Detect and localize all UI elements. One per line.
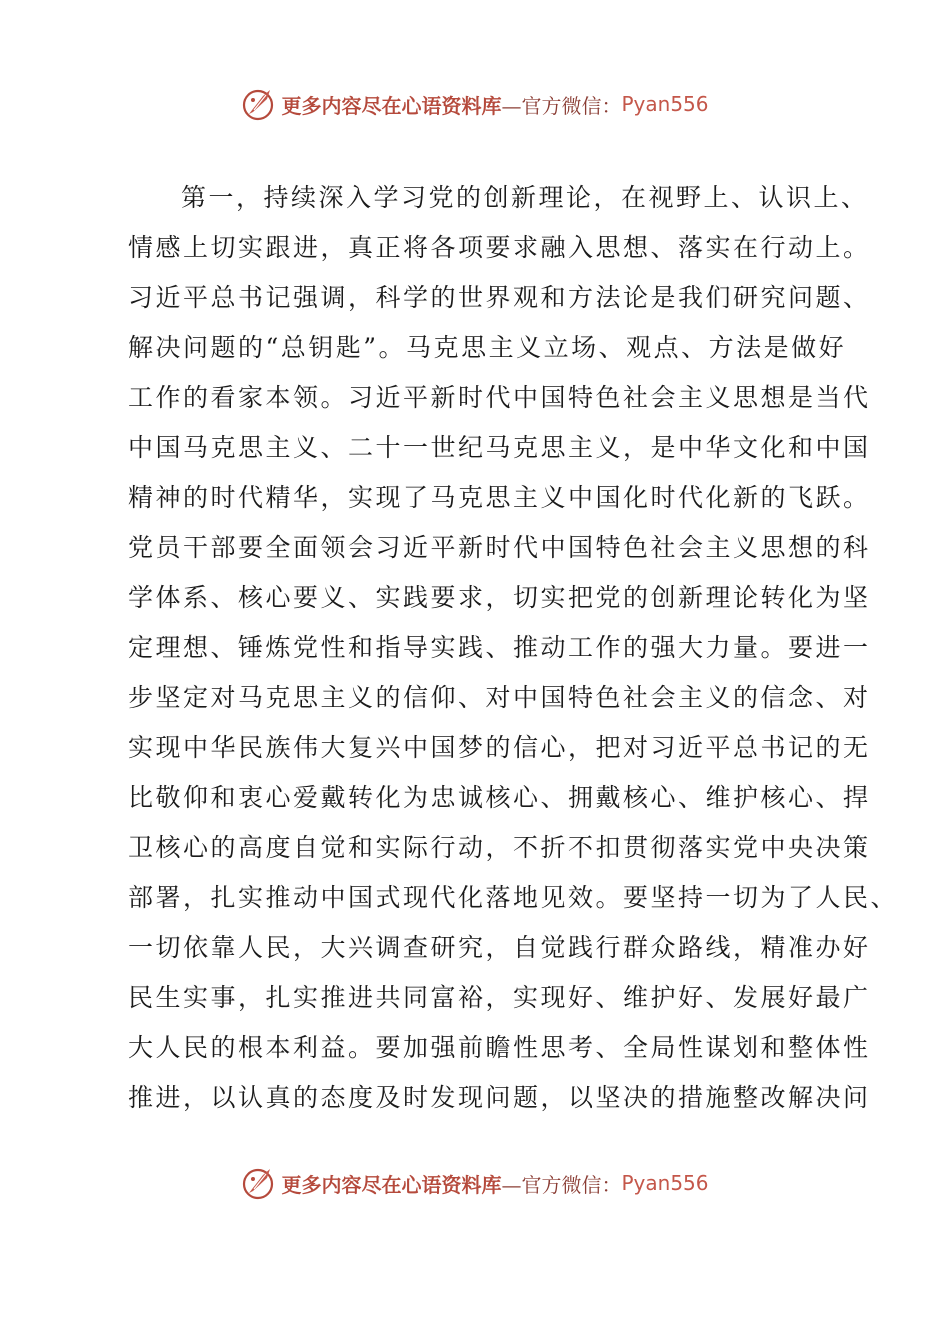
text-line: 实现中华民族伟大复兴中国梦的信心，把对习近平总书记的无 [128, 733, 871, 762]
article-body [128, 173, 899, 1123]
text-line: 民生实事，扎实推进共同富裕，实现好、维护好、发展好最广 [128, 983, 871, 1012]
banner-wechat-id: Pyan556 [621, 92, 709, 116]
quill-pen-logo-icon [241, 1165, 277, 1201]
text-line: 步坚定对马克思主义的信仰、对中国特色社会主义的信念、对 [128, 683, 871, 712]
text-line: 第一，持续深入学习党的创新理论，在视野上、认识上、 [181, 183, 869, 212]
text-line: 大人民的根本利益。要加强前瞻性思考、全局性谋划和整体性 [128, 1033, 871, 1062]
quill-pen-logo-icon [241, 86, 277, 122]
text-line: 情感上切实跟进，真正将各项要求融入思想、落实在行动上。 [128, 233, 871, 262]
text-line: 比敬仰和衷心爱戴转化为忠诚核心、拥戴核心、维护核心、捍 [128, 783, 871, 812]
text-line: 一切依靠人民，大兴调查研究，自觉践行群众路线，精准办好 [128, 933, 871, 962]
text-line: 学体系、核心要义、实践要求，切实把党的创新理论转化为坚 [128, 583, 871, 612]
text-line: 精神的时代精华，实现了马克思主义中国化时代化新的飞跃。 [128, 483, 871, 512]
banner-wechat-id: Pyan556 [621, 1171, 709, 1195]
text-line: 定理想、锤炼党性和指导实践、推动工作的强大力量。要进一 [128, 633, 871, 662]
text-line: 习近平总书记强调，科学的世界观和方法论是我们研究问题、 [128, 283, 871, 312]
banner-wechat-label: —官方微信： [501, 1172, 622, 1197]
text-line: 中国马克思主义、二十一世纪马克思主义，是中华文化和中国 [128, 433, 871, 462]
text-line: 推进，以认真的态度及时发现问题，以坚决的措施整改解决问 [128, 1083, 871, 1112]
banner-site-text: 更多内容尽在心语资料库 [281, 93, 502, 118]
header-banner [0, 84, 950, 124]
banner-site-text: 更多内容尽在心语资料库 [281, 1172, 502, 1197]
text-line: 解决问题的“总钥匙”。马克思主义立场、观点、方法是做好 [128, 333, 847, 362]
text-line: 卫核心的高度自觉和实际行动，不折不扣贯彻落实党中央决策 [128, 833, 871, 862]
banner-wechat-label: —官方微信： [501, 93, 622, 118]
text-line: 党员干部要全面领会习近平新时代中国特色社会主义思想的科 [128, 533, 871, 562]
text-line: 工作的看家本领。习近平新时代中国特色社会主义思想是当代 [128, 383, 871, 412]
text-line: 部署，扎实推动中国式现代化落地见效。要坚持一切为了人民、 [128, 883, 899, 912]
footer-banner [0, 1163, 950, 1203]
